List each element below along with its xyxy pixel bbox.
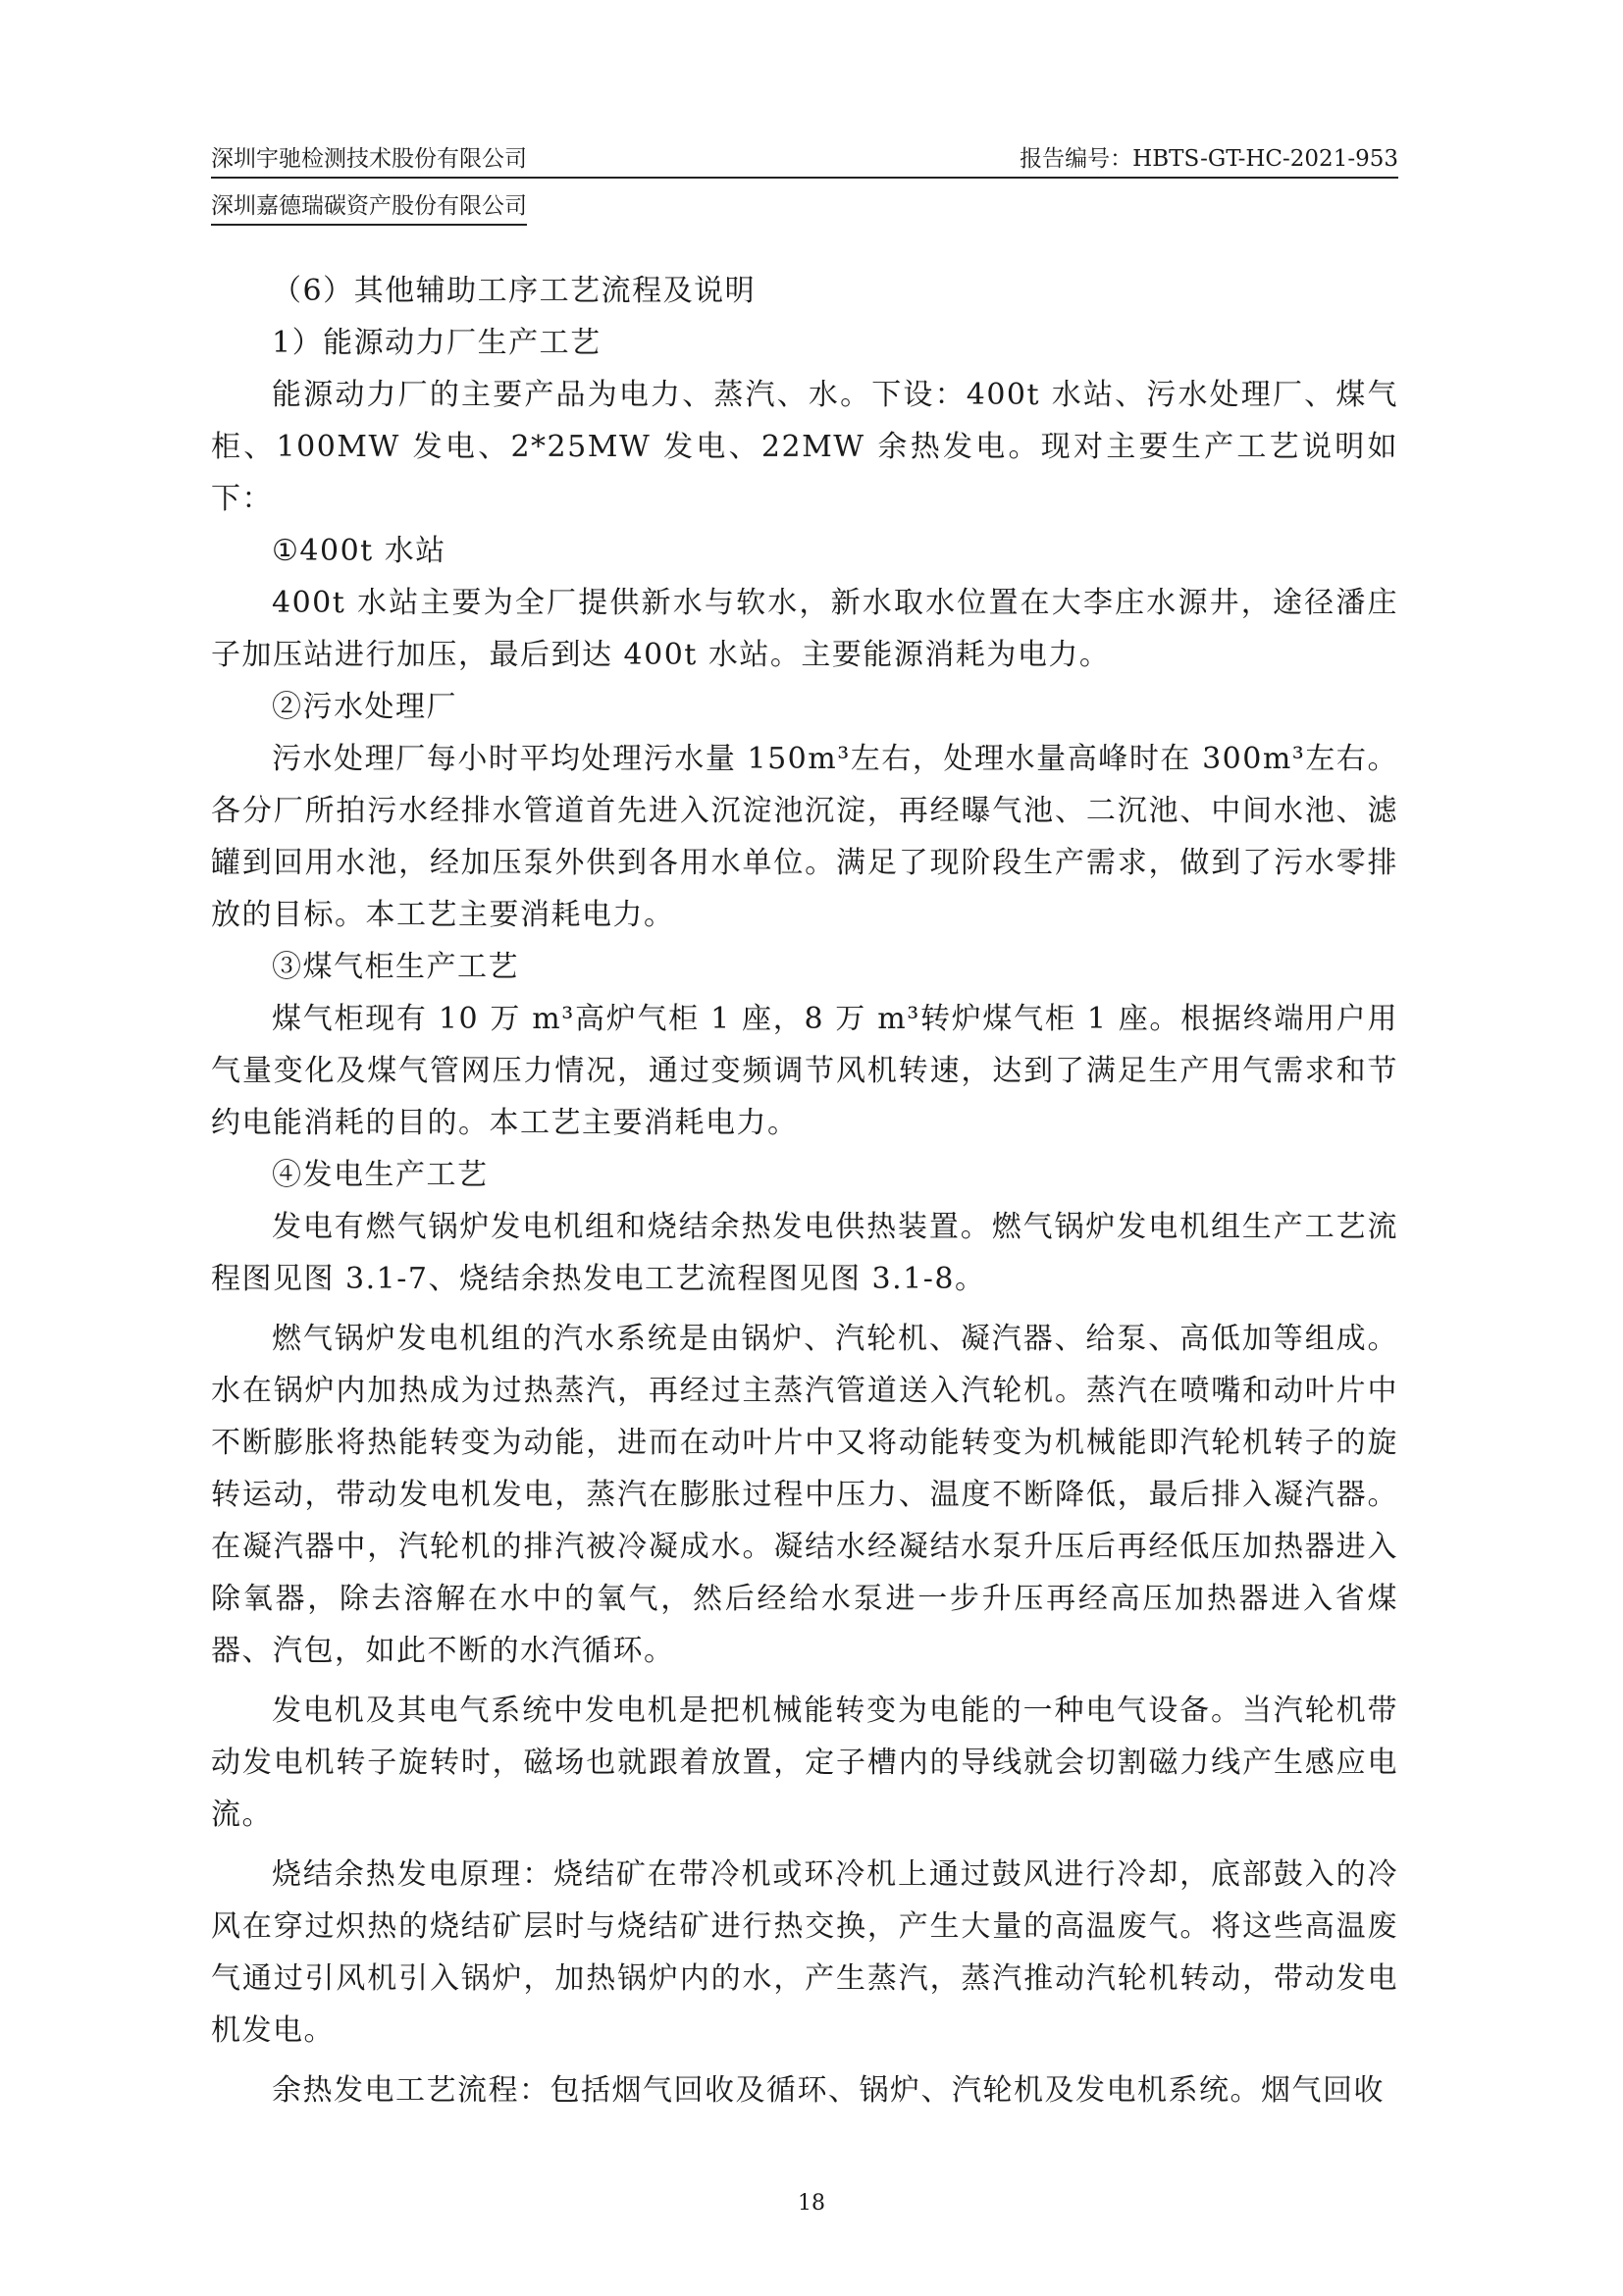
item-heading: ③煤气柜生产工艺 [272,950,519,984]
paragraph: 能源动力厂的主要产品为电力、蒸汽、水。下设：400t 水站、污水处理厂、煤气柜、100MW 发电、2*25MW 发电、22MW 余热发电。现对主要生产工艺说明如下： [211,378,1398,516]
item-heading: ④发电生产工艺 [272,1158,489,1192]
paragraph: 污水处理厂每小时平均处理污水量 150m³左右，处理水量高峰时在 300m³左右。各分厂所拍污水经排水管道首先进入沉淀池沉淀，再经曝气池、二沉池、中间水池、滤罐到回用水池，经加压泵外供到各用水单位。满足了现阶段生产需求，做到了污水零排放的目标。本工艺主要消耗电力。 [211,742,1398,932]
paragraph: 烧结余热发电原理：烧结矿在带冷机或环冷机上通过鼓风进行冷却，底部鼓入的冷风在穿过炽热的烧结矿层时与烧结矿进行热交换，产生大量的高温废气。将这些高温废气通过引风机引入锅炉，加热锅炉内的水，产生蒸汽，蒸汽推动汽轮机转动，带动发电机发电。 [211,1857,1398,2048]
paragraph: 余热发电工艺流程：包括烟气回收及循环、锅炉、汽轮机及发电机系统。烟气回收 [272,2073,1385,2108]
paragraph: 煤气柜现有 10 万 m³高炉气柜 1 座，8 万 m³转炉煤气柜 1 座。根据终端用户用气量变化及煤气管网压力情况，通过变频调节风机转速，达到了满足生产用气需求和节约电能消耗的目的。本工艺主要消耗电力。 [211,1002,1398,1140]
company-name-2: 深圳嘉德瑞碳资产股份有限公司 [211,179,527,226]
header-row [211,145,1398,179]
subsection-heading: 1）能源动力厂生产工艺 [272,326,602,360]
company-name-1: 深圳宇驰检测技术股份有限公司 [211,146,527,172]
report-number: 报告编号：HBTS-GT-HC-2021-953 [1020,146,1398,172]
paragraph: 400t 水站主要为全厂提供新水与软水，新水取水位置在大李庄水源井，途径潘庄子加压站进行加压，最后到达 400t 水站。主要能源消耗为电力。 [211,586,1398,672]
item-heading: ②污水处理厂 [272,690,457,724]
paragraph: 发电机及其电气系统中发电机是把机械能转变为电能的一种电气设备。当汽轮机带动发电机转子旋转时，磁场也就跟着放置，定子槽内的导线就会切割磁力线产生感应电流。 [211,1694,1398,1832]
document-body [211,265,1398,2116]
paragraph: 燃气锅炉发电机组的汽水系统是由锅炉、汽轮机、凝汽器、给泵、高低加等组成。水在锅炉内加热成为过热蒸汽，再经过主蒸汽管道送入汽轮机。蒸汽在喷嘴和动叶片中不断膨胀将热能转变为动能，进而在动叶片中又将动能转变为机械能即汽轮机转子的旋转运动，带动发电机发电，蒸汽在膨胀过程中压力、温度不断降低，最后排入凝汽器。在凝汽器中，汽轮机的排汽被冷凝成水。凝结水经凝结水泵升压后再经低压加热器进入除氧器，除去溶解在水中的氧气，然后经给水泵进一步升压再经高压加热器进入省煤器、汽包，如此不断的水汽循环。 [211,1322,1398,1668]
page-header [211,145,1398,226]
section-heading: （6）其他辅助工序工艺流程及说明 [272,274,757,308]
item-heading: ①400t 水站 [272,534,446,568]
page-number: 18 [798,2191,825,2216]
paragraph: 发电有燃气锅炉发电机组和烧结余热发电供热装置。燃气锅炉发电机组生产工艺流程图见图 3.1-7、烧结余热发电工艺流程图见图 3.1-8。 [211,1210,1398,1296]
